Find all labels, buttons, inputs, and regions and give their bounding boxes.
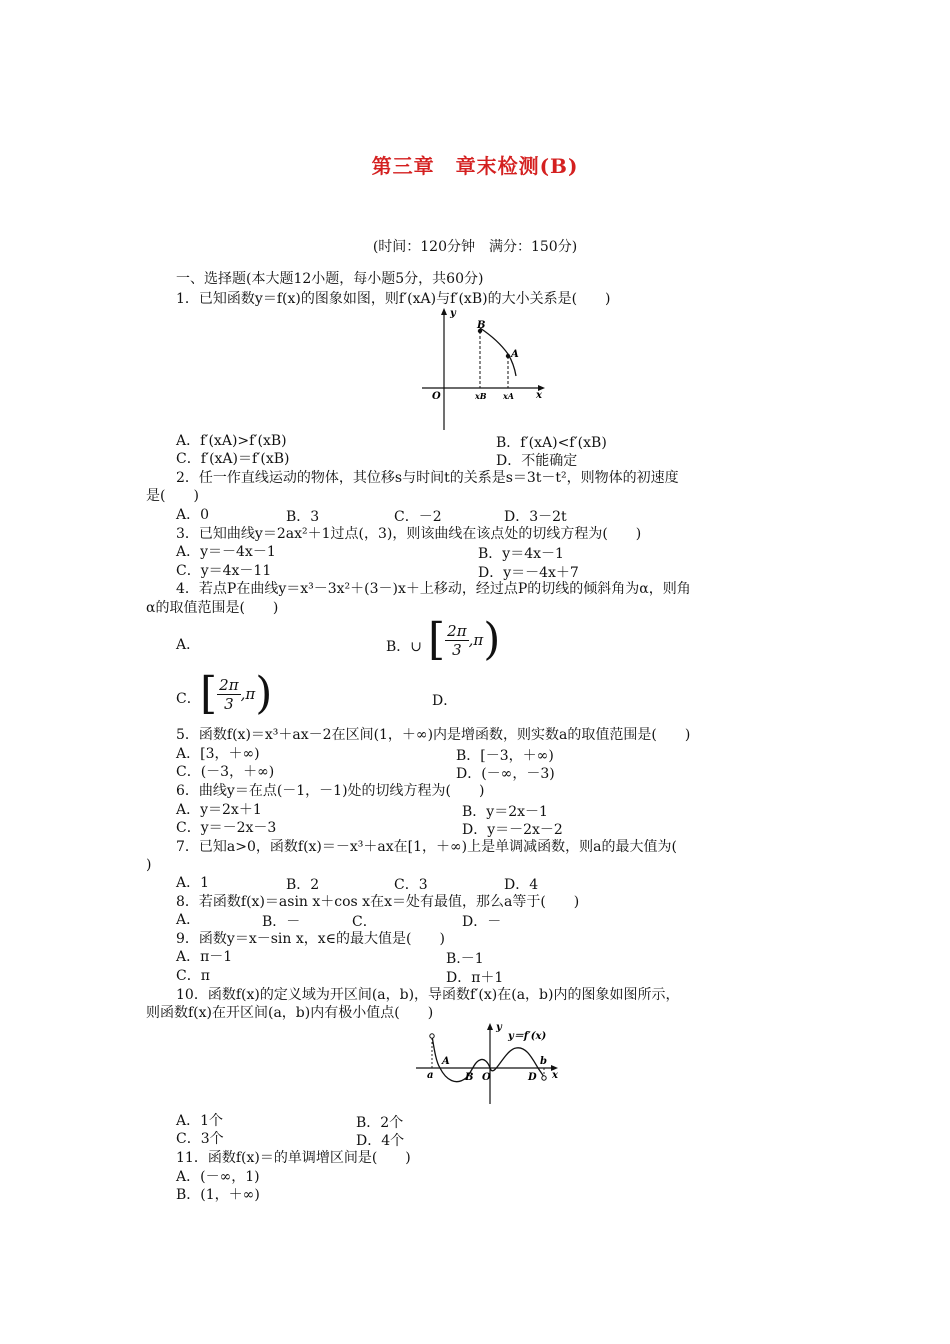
q4-option-d: D． xyxy=(432,693,458,709)
q8-option-a: A． xyxy=(176,912,201,928)
q1-point-b-label: B xyxy=(477,320,486,331)
q5-option-a: A．[3，＋∞) xyxy=(176,746,260,762)
q1-origin-label: O xyxy=(432,391,441,402)
q4-b-frac-den: 3 xyxy=(452,640,462,659)
q9-stem: 9．函数y＝x－sin x，x∈的最大值是( ) xyxy=(176,931,445,947)
q7-stem-line1: 7．已知a>0，函数f(x)＝－x³＋ax在[1，＋∞)上是单调减函数，则a的最大值为( xyxy=(176,839,677,855)
q1-option-a: A．f′(xA)>f′(xB) xyxy=(176,433,287,449)
q9-option-d: D．π＋1 xyxy=(446,970,504,986)
q9-option-b: B.－1 xyxy=(446,951,484,967)
q10-option-a: A．1个 xyxy=(176,1113,224,1129)
q11-option-a: A．(－∞，1) xyxy=(176,1169,260,1185)
q4-c-frac-tail: ,π xyxy=(240,685,256,703)
q2-option-a: A．0 xyxy=(176,507,210,523)
q4-stem-line2: α的取值范围是( ) xyxy=(146,600,279,616)
q3-option-a: A．y＝－4x－1 xyxy=(176,544,276,560)
q6-option-c: C．y＝－2x－3 xyxy=(176,820,277,836)
q3-stem: 3．已知曲线y＝2ax²＋1过点(，3)，则该曲线在该点处的切线方程为( ) xyxy=(176,526,642,542)
q1-x-label: x xyxy=(536,390,542,401)
q6-stem: 6．曲线y＝在点(－1，－1)处的切线方程为( ) xyxy=(176,783,485,799)
q10-stem-line1: 10．函数f(x)的定义域为开区间(a，b)，导函数f′(x)在(a，b)内的图象如图所示， xyxy=(176,987,680,1003)
q10-origin-label: O xyxy=(482,1072,491,1083)
q10-stem-line2: 则函数f(x)在开区间(a，b)内有极小值点( ) xyxy=(146,1005,434,1021)
section-heading: 一、选择题(本大题12小题，每小题5分，共60分) xyxy=(176,271,484,287)
q6-option-d: D．y＝－2x－2 xyxy=(462,822,563,838)
q4-c-frac-num: 2π xyxy=(219,675,239,694)
q10-point-a-label: A xyxy=(442,1056,450,1067)
q4-stem-line1: 4．若点P在曲线y＝x³－3x²＋(3－)x＋上移动，经过点P的切线的倾斜角为α，则角 xyxy=(176,581,691,597)
q2-option-d: D．3－2t xyxy=(504,509,567,525)
q10-option-d: D．4个 xyxy=(356,1133,405,1149)
q10-x-label: x xyxy=(552,1070,558,1081)
q10-y-label: y xyxy=(496,1022,502,1033)
q2-stem-line1: 2．任一作直线运动的物体，其位移s与时间t的关系是s＝3t－t²，则物体的初速度 xyxy=(176,470,679,486)
q4-c-frac-den: 3 xyxy=(224,694,234,713)
q8-option-d: D．－ xyxy=(462,914,502,930)
q8-option-c: C． xyxy=(352,914,377,930)
q4-b-frac-num: 2π xyxy=(447,621,467,640)
q5-stem: 5．函数f(x)＝x³＋ax－2在区间(1，＋∞)内是增函数，则实数a的取值范围是( ) xyxy=(176,727,691,743)
q5-option-d: D．(－∞，－3) xyxy=(456,766,555,782)
q1-option-d: D．不能确定 xyxy=(496,453,578,469)
q4-option-b: B．∪ xyxy=(386,639,423,655)
exam-meta: (时间：120分钟 满分：150分) xyxy=(372,239,578,255)
q6-option-b: B．y＝2x－1 xyxy=(462,804,548,820)
q1-graph xyxy=(418,306,548,432)
q9-option-a: A．π－1 xyxy=(176,949,233,965)
q4-option-c-interval: [ $\frac{2\pi}{3}$ ,π) xyxy=(200,668,273,719)
q1-xb-label: xB xyxy=(475,391,487,401)
q10-point-d-label: D xyxy=(528,1072,537,1083)
q7-option-d: D．4 xyxy=(504,877,539,893)
q5-option-b: B．[－3，＋∞) xyxy=(456,748,554,764)
q3-option-d: D．y＝－4x＋7 xyxy=(478,565,579,581)
q10-b-label: b xyxy=(540,1056,547,1067)
q7-option-b: B．2 xyxy=(286,877,320,893)
q1-option-c: C．f′(xA)＝f′(xB) xyxy=(176,451,290,467)
q2-option-c: C．－2 xyxy=(394,509,442,525)
page-title: 第三章 章末检测(B) xyxy=(371,154,579,178)
q8-option-b: B．－ xyxy=(262,914,301,930)
q3-option-c: C．y＝4x－11 xyxy=(176,563,272,579)
q10-point-b-label: B xyxy=(465,1072,474,1083)
q10-option-c: C．3个 xyxy=(176,1131,224,1147)
q1-point-a-label: A xyxy=(511,349,519,360)
q3-option-b: B．y＝4x－1 xyxy=(478,546,564,562)
q9-option-c: C．π xyxy=(176,968,210,984)
q11-stem: 11．函数f(x)＝的单调增区间是( ) xyxy=(176,1150,411,1166)
q11-option-b: B．(1，＋∞) xyxy=(176,1187,260,1203)
q1-y-label: y xyxy=(450,308,456,319)
q5-option-c: C．(－3，＋∞) xyxy=(176,764,275,780)
q8-stem: 8．若函数f(x)＝asin x＋cos x在x＝处有最值，那么a等于( ) xyxy=(176,894,580,910)
q7-stem-line2: ) xyxy=(146,857,152,873)
q1-option-b: B．f′(xA)<f′(xB) xyxy=(496,435,607,451)
q4-option-b-interval: [ $\frac{2\pi}{3}$ ,π) xyxy=(428,614,501,665)
q2-stem-line2: 是( ) xyxy=(146,488,199,504)
q10-curve-label: y＝f′(x) xyxy=(508,1031,547,1042)
q7-option-c: C．3 xyxy=(394,877,428,893)
q10-derivative-graph xyxy=(414,1020,564,1106)
q4-b-frac-tail: ,π xyxy=(468,631,484,649)
q7-option-a: A．1 xyxy=(176,875,210,891)
q2-option-b: B．3 xyxy=(286,509,320,525)
q10-a-label: a xyxy=(427,1070,434,1081)
q4-option-a: A． xyxy=(176,637,201,653)
q10-option-b: B．2个 xyxy=(356,1115,404,1131)
q6-option-a: A．y＝2x＋1 xyxy=(176,802,262,818)
q1-stem: 1．已知函数y＝f(x)的图象如图，则f′(xA)与f′(xB)的大小关系是( ) xyxy=(176,291,611,307)
q1-xa-label: xA xyxy=(503,391,514,401)
q4-option-c: C． xyxy=(176,691,201,707)
